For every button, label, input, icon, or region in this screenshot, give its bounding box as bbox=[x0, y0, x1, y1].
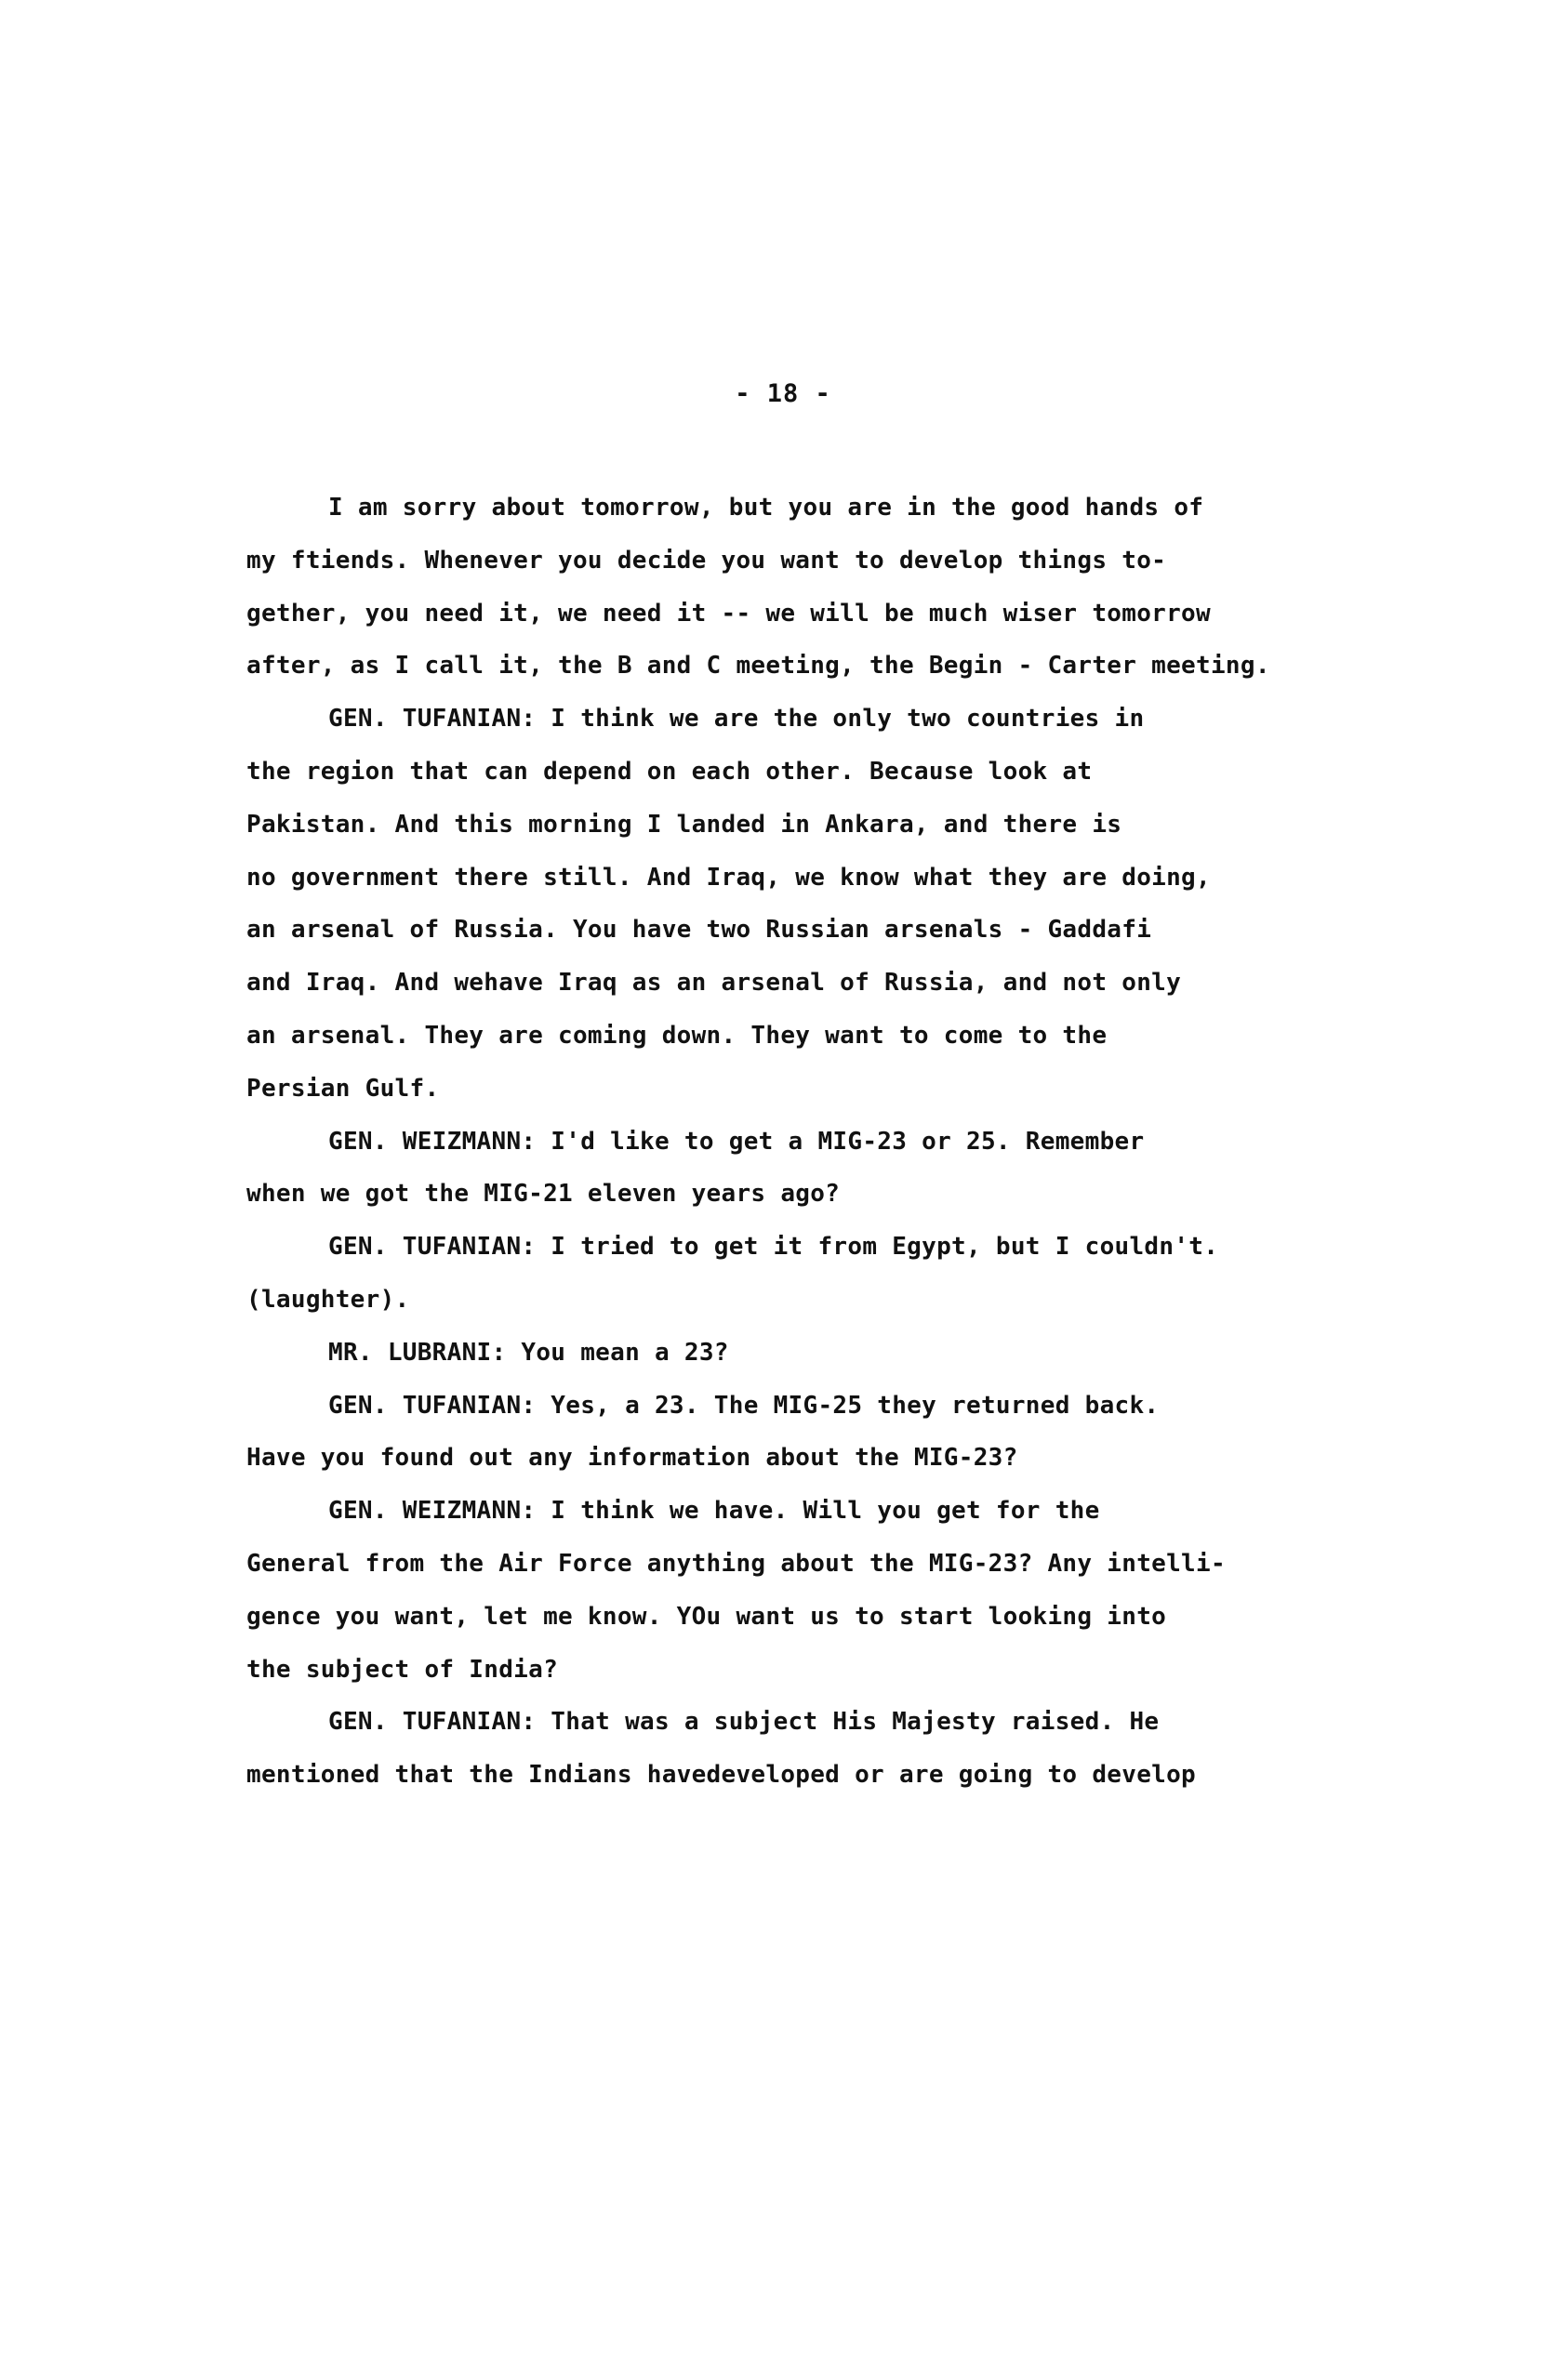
transcript-line: gether, you need it, we need it -- we will be much wiser tomorrow bbox=[246, 599, 1211, 628]
transcript-line: GEN. TUFANIAN: That was a subject His Majesty raised. He bbox=[328, 1708, 1160, 1737]
transcript-line: GEN. WEIZMANN: I think we have. Will you get for the bbox=[328, 1497, 1100, 1526]
transcript-line: my ftiends. Whenever you decide you want to develop things to- bbox=[246, 546, 1167, 575]
transcript-line: GEN. TUFANIAN: I think we are the only two countries in bbox=[328, 705, 1145, 734]
transcript-line: I am sorry about tomorrow, but you are in the good hands of bbox=[328, 494, 1204, 522]
transcript-line: GEN. TUFANIAN: Yes, a 23. The MIG-25 they returned back. bbox=[328, 1391, 1160, 1420]
transcript-line: mentioned that the Indians havedeveloped or are going to develop bbox=[246, 1761, 1197, 1790]
transcript-line: gence you want, let me know. YOu want us to start looking into bbox=[246, 1602, 1167, 1631]
transcript-line: after, as I call it, the B and C meeting, the Begin - Carter meeting. bbox=[246, 652, 1270, 681]
transcript-line: MR. LUBRANI: You mean a 23? bbox=[328, 1338, 729, 1367]
transcript-line: the region that can depend on each other. Because look at bbox=[246, 757, 1093, 786]
page-number: - 18 - bbox=[735, 379, 831, 408]
transcript-line: when we got the MIG-21 eleven years ago? bbox=[246, 1180, 841, 1209]
transcript-line: an arsenal of Russia. You have two Russian arsenals - Gaddafi bbox=[246, 916, 1152, 945]
transcript-line: and Iraq. And wehave Iraq as an arsenal of Russia, and not only bbox=[246, 969, 1182, 998]
transcript-line: no government there still. And Iraq, we know what they are doing, bbox=[246, 863, 1211, 892]
transcript-line: Persian Gulf. bbox=[246, 1074, 440, 1103]
transcript-body bbox=[246, 482, 1344, 1802]
transcript-line: GEN. TUFANIAN: I tried to get it from Egypt, but I couldn't. bbox=[328, 1233, 1219, 1262]
transcript-line: (laughter). bbox=[246, 1285, 410, 1314]
transcript-line: the subject of India? bbox=[246, 1655, 559, 1684]
transcript-line: General from the Air Force anything about the MIG-23? Any intelli- bbox=[246, 1549, 1226, 1578]
transcript-line: an arsenal. They are coming down. They want to come to the bbox=[246, 1021, 1108, 1050]
transcript-line: Pakistan. And this morning I landed in Ankara, and there is bbox=[246, 810, 1122, 839]
transcript-line: GEN. WEIZMANN: I'd like to get a MIG-23 or 25. Remember bbox=[328, 1127, 1145, 1156]
transcript-line: Have you found out any information about the MIG-23? bbox=[246, 1444, 1018, 1473]
